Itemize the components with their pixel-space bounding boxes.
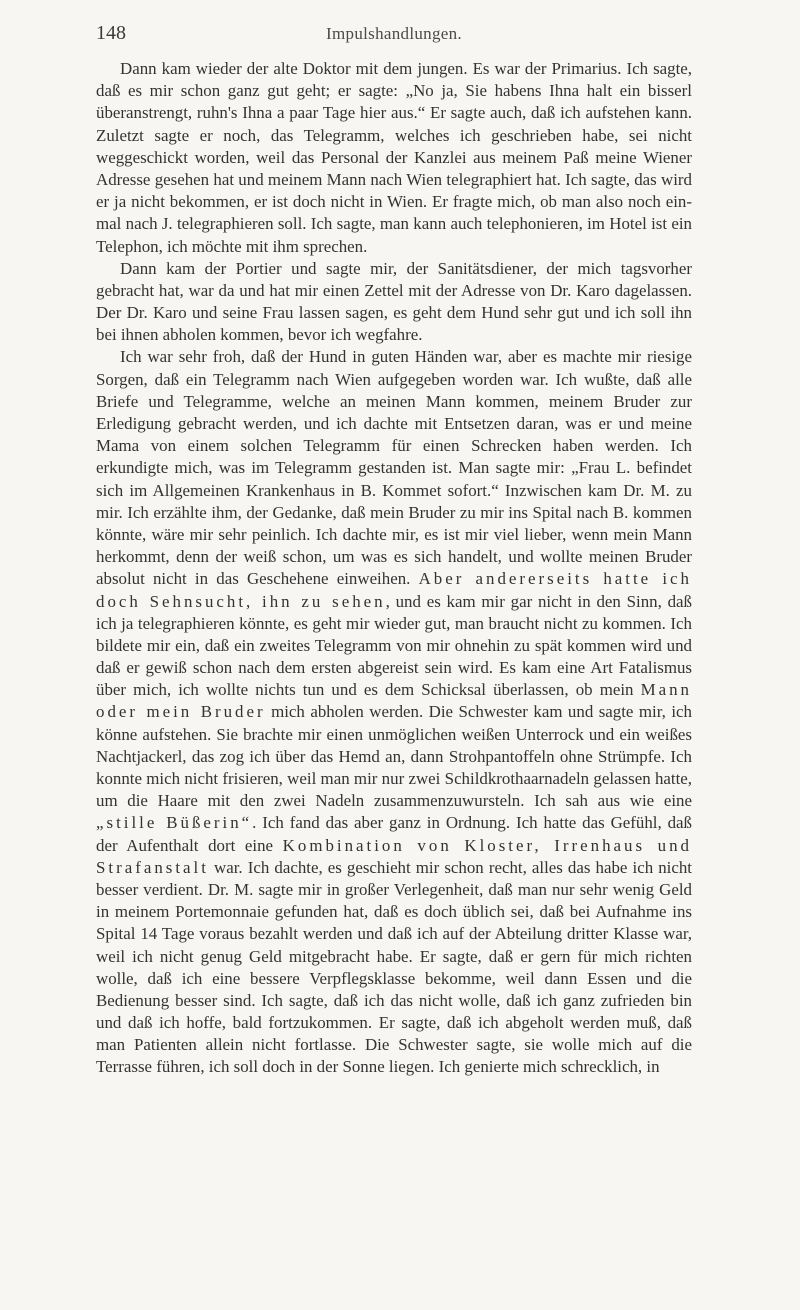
text-segment: , und es kam mir gar nicht in den Sinn, daß ich ja telegraphieren könnte, es geht mir wieder gut, man braucht nicht zu kommen. Ich bildete mir ein, daß ein zweites Telegramm von mir ohnehin zu spät kommen wird und daß er gewiß schon nach dem ersten abgereist sein wird. Es kam eine Art Fatalismus über mich, ich wollte nichts tun und es dem Schicksal überlassen, ob mein (96, 591, 692, 700)
paragraph (96, 258, 692, 347)
page-number: 148 (96, 22, 126, 44)
emphasized-text: Aber andererseits hatte ich doch Sehnsucht, ihn zu sehen (96, 569, 692, 611)
page-header (96, 22, 692, 52)
text-segment: war. Ich dachte, es geschieht mir schon recht, alles das habe ich nicht besser verdient. Dr. M. sagte mir in großer Verlegenheit, daß man nur sehr wenig Geld in meinem Portemonnaie gefunden hat, daß es doch üblich sei, daß bei Aufnahme ins Spital 14 Tage voraus bezahlt werden und daß ich auf der Abteilung dritter Klasse war, weil ich nicht genug Geld mitgebracht habe. Er sagte, daß er gern für mich richten wolle, daß ich eine bessere Verpflegsklasse bekomme, weil dann Essen und die Bedienung besser sind. Ich sagte, daß ich das nicht wolle, daß ich ganz zufrieden bin und daß ich hoffe, bald fortzukommen. Er sagte, daß ich abgeholt werden muß, daß man Patienten allein nicht fortlasse. Die Schwester sagte, sie wolle mich auf die Terrasse führen, ich soll doch in der Sonne liegen. Ich genierte mich schrecklich, in (96, 857, 692, 1077)
paragraph (96, 346, 692, 1078)
text-segment: Ich war sehr froh, daß der Hund in guten Händen war, aber es machte mir riesige Sorgen, daß ein Telegramm nach Wien aufgegeben worden war. Ich wußte, daß alle Briefe und Telegramme, welche an meinen Mann kommen, meinem Bruder zur Erledigung gebracht werden, und ich dachte mit Entsetzen daran, was er und meine Mama von einem solchen Telegramm für einen Schrecken haben werden. Ich erkundigte mich, was im Telegramm gestanden ist. Man sagte mir: „Frau L. befindet sich im Allgemeinen Krankenhaus in B. Kommet sofort.“ Inzwischen kam Dr. M. zu mir. Ich erzählte ihm, der Gedanke, daß mein Bruder zu mir ins Spital nach B. kommen könnte, wäre mir sehr peinlich. Ich dachte mir, es ist mir viel lieber, wenn mein Mann herkommt, denn der weiß schon, um was es sich handelt, und wollte meinen Bruder absolut nicht in das Geschehene einweihen. (96, 347, 692, 589)
text-segment: . Ich fand das aber ganz in Ordnung. Ich hatte das Gefühl, daß der Aufenthalt dort eine (96, 813, 692, 855)
running-head: Impulshandlungen. (326, 24, 462, 43)
emphasized-text: „stille Büßerin“ (96, 813, 253, 833)
text-segment: Dann kam wieder der alte Doktor mit dem jungen. Es war der Primarius. Ich sagte, daß es mir schon ganz gut geht; er sagte: „No ja, Sie habens Ihna halt ein bisserl überanstrengt, ruhn's Ihna a paar Tage hier aus.“ Er sagte auch, daß ich aufstehen kann. Zuletzt sagte er noch, das Telegramm, welches ich geschrieben habe, sei nicht weggeschickt worden, weil das Personal der Kanzlei aus meinem Paß meine Wiener Adresse gesehen hat und meinem Mann nach Wien telegraphiert hat. Ich sagte, das wird er ja nicht bekommen, er ist doch nicht in Wien. Er fragte mich, ob man also noch einmal nach J. telegraphieren soll. Ich sagte, man kann auch telephonieren, im Hotel ist ein Telephon, ich möchte mit ihm sprechen. (96, 59, 692, 256)
body-text (96, 58, 692, 1079)
text-segment: Dann kam der Portier und sagte mir, der Sanitätsdiener, der mich tagsvorher gebracht hat, war da und hat mir einen Zettel mit der Adresse von Dr. Karo dagelassen. Der Dr. Karo und seine Frau lassen sagen, es geht dem Hund sehr gut und ich soll ihn bei ihnen abholen kommen, bevor ich wegfahre. (96, 258, 692, 345)
text-segment: mich abholen werden. Die Schwester kam und sagte mir, ich könne aufstehen. Sie brachte mir einen unmöglichen weißen Unterrock und ein weißes Nachtjackerl, das zog ich über das Hemd an, dann Strohpantoffeln ohne Strümpfe. Ich konnte mich nicht frisieren, weil man mir nur zwei Schildkrothaarnadeln gelassen hatte, um die Haare mit den zwei Nadeln zusammenzuwursteln. Ich sah aus wie eine (96, 702, 692, 811)
paragraph (96, 58, 692, 258)
emphasized-text: Kombination von Kloster, Irrenhaus und Strafanstalt (96, 835, 692, 877)
emphasized-text: Mann oder mein Bruder (96, 680, 692, 722)
